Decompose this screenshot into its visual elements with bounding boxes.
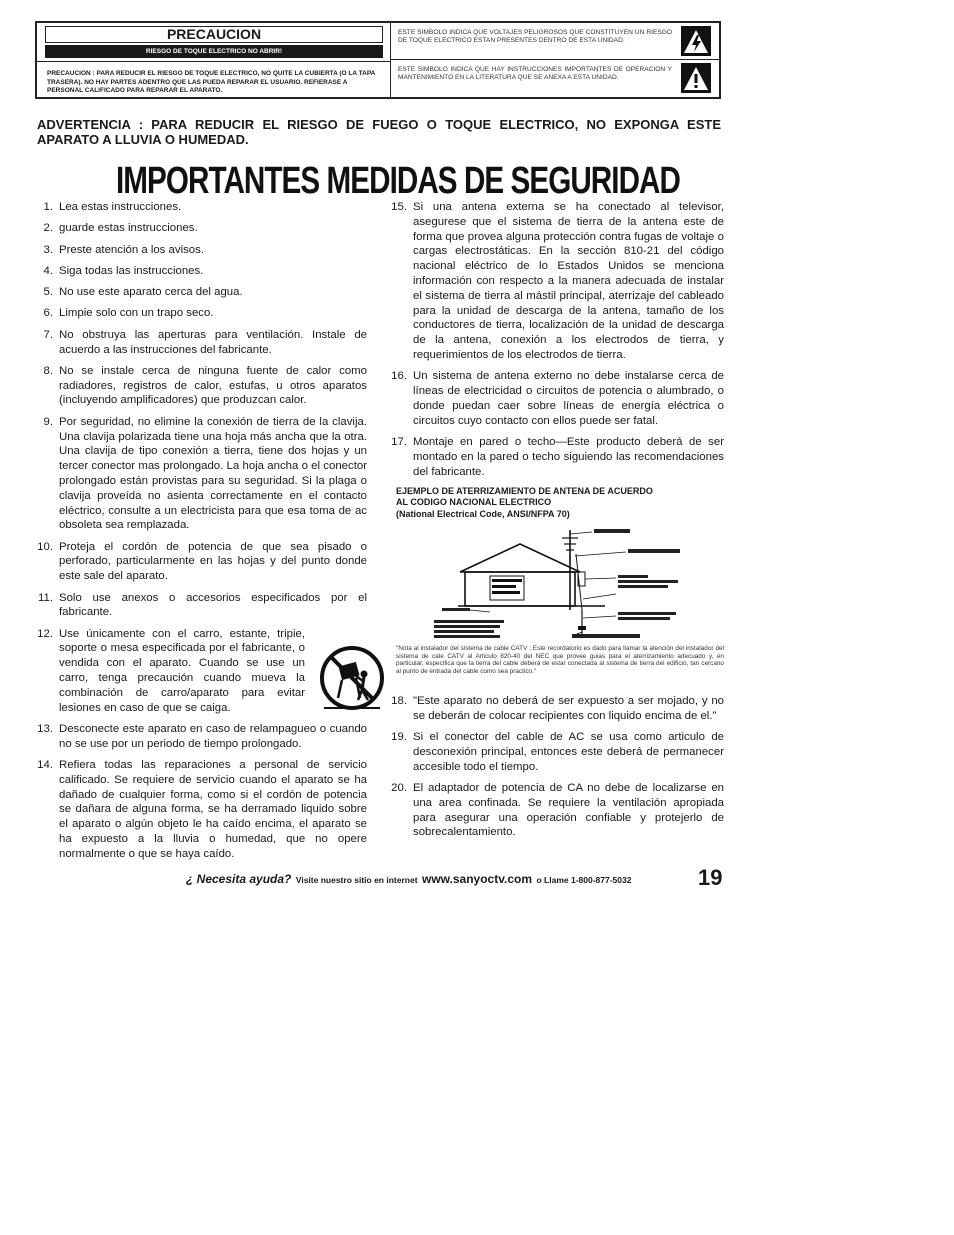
lightning-symbol-row bbox=[391, 23, 719, 60]
diagram-caption-line: EJEMPLO DE ATERRIZAMIENTO DE ANTENA DE ACUERDO bbox=[396, 486, 653, 496]
caution-right-panel bbox=[391, 23, 719, 97]
footer bbox=[186, 870, 672, 888]
list-item: 4. Siga todas las instrucciones. bbox=[43, 264, 204, 277]
page-title: IMPORTANTES MEDIDAS DE SEGURIDAD bbox=[116, 160, 680, 202]
help-text: ¿ Necesita ayuda? bbox=[186, 872, 292, 886]
cart-warning-icon bbox=[318, 644, 386, 712]
caution-box bbox=[35, 21, 721, 99]
diagram-caption bbox=[396, 486, 716, 520]
list-item: 3. Preste atención a los avisos. bbox=[43, 243, 204, 256]
diagram-caption-line: (National Electrical Code, ANSI/NFPA 70) bbox=[396, 508, 570, 519]
phone-text: o Llame 1-800-877-5032 bbox=[536, 875, 632, 885]
list-item: 2. guarde estas instrucciones. bbox=[43, 222, 198, 235]
warning-text: ADVERTENCIA : PARA REDUCIR EL RIESGO DE FUEGO O TOQUE ELECTRICO, NO EXPONGA ESTE APARATO A LLUVIA O HUMEDAD. bbox=[37, 117, 721, 147]
exclamation-symbol-text: ESTE SIMBOLO INDICA QUE HAY INSTRUCCIONES IMPORTANTES DE OPERACION Y MANTENIMIENTO EN LA LITERATURA QUE SE ANEXA A ESTA UNIDAD. bbox=[398, 66, 672, 82]
website-link[interactable]: www.sanyoctv.com bbox=[421, 872, 533, 886]
caution-left-panel bbox=[37, 23, 391, 97]
caution-title: PRECAUCION bbox=[45, 26, 383, 43]
diagram-caption-line: AL CODIGO NACIONAL ELECTRICO bbox=[396, 497, 552, 508]
list-item: 20. El adaptador de potencia de CA no debe de localizarse en una area confinada. Se requiere la ventilación apropiada para asegurar una operación confiable y protejerlo de sobrecalentamiento. bbox=[391, 781, 724, 839]
list-item: 17. Montaje en pared o techo—Este producto deberá de ser montado en la pared o techo siguiendo las recomendaciones del fabricante. bbox=[391, 435, 724, 478]
list-item: 18. "Este aparato no deberá de ser expuesto a ser mojado, y no se deberán de colocar recipientes con liquido encima de el." bbox=[391, 695, 724, 722]
list-item: 13. Desconecte este aparato en caso de relampagueo o cuando no se use por un periodo de tiempo prolongado. bbox=[37, 722, 367, 750]
lightning-symbol-text: ESTE SIMBOLO INDICA QUE VOLTAJES PELIGROSOS QUE CONSTITUYEN UN RIESGO DE TOQUE ELECTRICO ESTAN PRESENTES DENTRO DE ESTA UNIDAD. bbox=[398, 29, 672, 45]
list-item: 1. Lea estas instrucciones. bbox=[43, 201, 182, 213]
list-item: 11. Solo use anexos o accesorios especificados por el fabricante. bbox=[38, 591, 367, 619]
list-item: 16. Un sistema de antena externo no debe instalarse cerca de líneas de electricidad o circuitos de potencia o alumbrado, o donde puedan caer sobre líneas de energía eléctrica o circuitos cuyo contacto con ellos puede ser fatal. bbox=[391, 370, 724, 427]
instructions-left-column bbox=[34, 200, 367, 868]
lightning-warning-icon bbox=[681, 26, 711, 56]
exclamation-warning-icon bbox=[681, 63, 711, 93]
instructions-right-column bbox=[388, 200, 724, 486]
list-item: 9. Por seguridad, no elimine la conexión de tierra de la clavija. Una clavija polarizada tiene una hoja más ancha que la otra. Una clavija de tipo conexión a tierra, tiene dos hojas y un tercer conector mas prolongado. La hoja ancha o el conector prolongado están provistas para su seguridad. Si la plaga o clavija proveída no asienta correctamente en el contacto eléctrico, consulte a un electricista para que esa toma de ac obsoleta sea remplazada. bbox=[43, 415, 367, 532]
visit-text: Visite nuestro sitio en internet bbox=[295, 875, 418, 885]
catv-note: "Nota al instalador del sistema de cable CATV : Este recordatorio es dado para llamar la atención del instalador del sistema de cale CATV al Articulo 820-40 del NEC que provee guias para el aterrizamiento adecuado y, en particular, especifica que la tierra del cable deberá de estar conectada al sistema de tierra del edificio, tan cercano al punto de entrada del cable como sea practico." bbox=[396, 645, 724, 675]
list-item: 5. No use este aparato cerca del agua. bbox=[43, 286, 243, 299]
list-item: 10. Proteja el cordón de potencia de que sea pisado o perforado, particularmente en las hojas y del punto donde este sale del aparato. bbox=[37, 540, 367, 583]
list-item: 12. Use únicamente con el carro, estante, tripie, soporte o mesa especificada por el fabricante, o vendida con el aparato. Cuando se use un carro, tenga precaución cuando mueva la combinación de carro/aparato para evitar lesiones en caso de que se caiga. bbox=[37, 627, 305, 714]
exclamation-symbol-row bbox=[391, 60, 719, 97]
list-item: 19. Si el conector del cable de AC se usa como articulo de desconexión principal, entonces este deberá de permanecer accesible todo el tiempo. bbox=[391, 731, 724, 773]
instructions-right-column-lower bbox=[388, 694, 724, 847]
antenna-grounding-diagram bbox=[430, 524, 726, 644]
list-item: 8. No se instale cerca de ninguna fuente de calor como radiadores, registros de calor, estufas, u otros aparatos (incluyendo amplificadores) que produzcan calor. bbox=[43, 364, 367, 407]
caution-text: PRECAUCION : PARA REDUCIR EL RIESGO DE TOQUE ELECTRICO, NO QUITE LA CUBIERTA (O LA TAPA TRASERA). NO HAY PARTES ADENTRO QUE LAS PUEDA REPARAR EL USUARIO. REFIERASE A PERSONAL CALIFICADO PARA REPARAR EL APARATO. bbox=[37, 61, 390, 97]
list-item: 14. Refiera todas las reparaciones a personal de servicio calificado. Se requiere de servicio cuando el aparato se ha dañado de cualquier forma, como si el cordón de potencia se dañara de alguna forma, se ha derramado liquido sobre el aparato o algún objeto le ha caído encima, el aparato se ha expuesto a la lluvia o humedad, que no opere normalmente o que se haya caído. bbox=[37, 759, 367, 860]
list-item: 15. Si una antena externa se ha conectado al televisor, asegurese que el sistema de tierra de la antena este de forma que provea alguna protección contra fugas de voltaje o cargas electrostáticas. En la sección 810-21 del código nacional eléctrico de lo Estados Unidos se menciona información con respecto a la manera adecuada de instalar el sistema de tierra al mástil principal, aterrizaje del cableado para la unidad de descarga de la antena, tamaño de los conductores de tierra, localización de la unidad de descarga de la antena, conexión a los electrodos de tierra, y requerimientos de los electrodos de tierra. bbox=[391, 201, 724, 361]
list-item: 6. Limpie solo con un trapo seco. bbox=[43, 307, 214, 320]
list-item: 7. No obstruya las aperturas para ventilación. Instale de acuerdo a las instrucciones del fabricante. bbox=[43, 328, 367, 356]
caution-subtitle: RIESGO DE TOQUE ELECTRICO NO ABRIR! bbox=[45, 45, 383, 58]
page-number: 19 bbox=[698, 865, 723, 890]
